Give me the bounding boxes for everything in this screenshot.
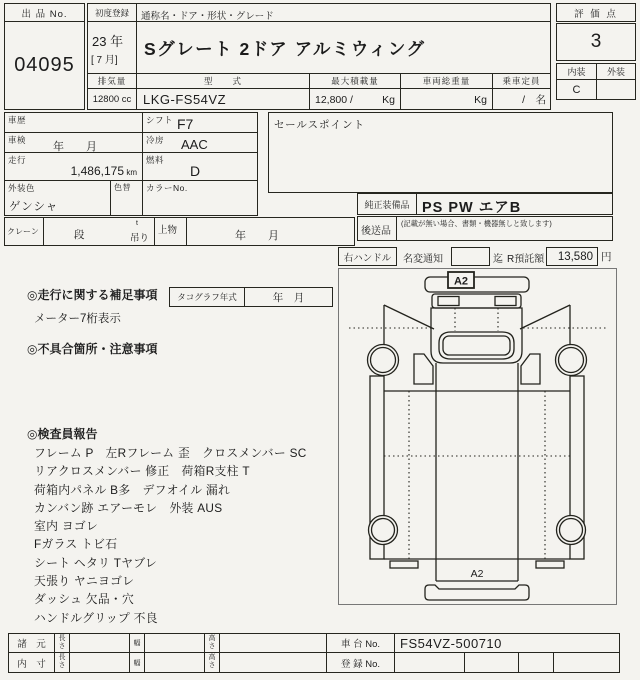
color-no-label: カラーNo. xyxy=(146,183,188,193)
model-name-value xyxy=(136,21,551,74)
chassis-no-label: 車 台 No. xyxy=(326,633,395,653)
later-items-note-box xyxy=(396,216,613,241)
gross-weight-cell xyxy=(400,73,493,110)
model-code-value: LKG-FS54VZ xyxy=(143,92,227,107)
recycle-deposit-amount: 13,580 xyxy=(557,251,593,263)
gross-weight-unit: Kg xyxy=(474,93,487,106)
later-items-label: 後送品 xyxy=(361,226,391,237)
displacement-cell xyxy=(87,73,137,110)
model-name-header xyxy=(136,3,551,22)
fuel-label: 燃料 xyxy=(146,155,165,165)
height-label: 高さ xyxy=(204,633,220,653)
right-step xyxy=(521,354,540,384)
interior-grade: C xyxy=(556,79,597,100)
model-code-cell xyxy=(136,73,310,110)
history-label: 車歴 xyxy=(8,115,27,125)
inner-height-label: 高さ xyxy=(204,652,220,673)
gross-weight-label: 車両総重量 xyxy=(401,74,492,89)
inner-width-label: 幅 xyxy=(129,652,145,673)
rear-left-step xyxy=(390,561,418,568)
payload-unit: Kg xyxy=(382,93,395,106)
mileage-note-title: ◎走行に関する補足事項 xyxy=(27,288,158,302)
first-registration-value xyxy=(87,21,137,74)
inspector-report-title: ◎検査員報告 xyxy=(27,427,98,441)
later-items-note: (記載が無い場合、書類・機器無しと致します) xyxy=(401,219,552,228)
payload-value: 12,800 / xyxy=(315,93,353,106)
fuel-value: D xyxy=(190,163,201,179)
inner-height-value xyxy=(219,652,327,673)
length-value xyxy=(69,633,130,653)
history-cell xyxy=(4,112,143,133)
left-step xyxy=(414,354,433,384)
capacity-label: 乗車定員 xyxy=(493,74,550,89)
shift-value: F7 xyxy=(177,116,194,132)
model-name-header-label: 通称名・ドア・形状・グレード xyxy=(141,11,274,22)
height-value xyxy=(219,633,327,653)
body-color-cell xyxy=(4,180,111,216)
inspector-line: カンバン跡 エアーモレ 外装 AUS xyxy=(34,500,223,515)
tachograph-value: 年 月 xyxy=(244,287,333,307)
crane-spec-cell xyxy=(43,217,155,246)
displacement-value: 12800 cc xyxy=(92,94,132,105)
inspection-value: 年 月 xyxy=(53,141,97,153)
inspector-line: シート ヘタリ Tヤブレ xyxy=(34,555,158,570)
right-mirror-arm xyxy=(520,305,570,329)
cab-roof-right-vent xyxy=(495,297,516,306)
mileage-value: 1,486,175 xyxy=(70,164,124,178)
aircon-value: AAC xyxy=(181,137,208,152)
inspector-line: フレーム P 左Rフレーム 歪 クロスメンバー SC xyxy=(34,446,307,460)
sales-point-box xyxy=(268,112,613,193)
model-name-text: Sグレート 2ドア アルミウィング xyxy=(144,39,426,59)
inspector-line: ダッシュ 欠品・穴 xyxy=(34,592,135,607)
width-value xyxy=(144,633,205,653)
mileage-cell xyxy=(4,152,143,181)
front-bumper xyxy=(425,277,529,292)
shift-label: シフト xyxy=(146,115,174,125)
meter-digits-note: メーター7桁表示 xyxy=(34,313,121,325)
tachograph-label: タコグラフ年式 xyxy=(169,287,245,307)
mileage-unit: km xyxy=(126,168,137,177)
capacity-value: / 名 xyxy=(522,94,546,106)
width-label: 幅 xyxy=(129,633,145,653)
oem-equipment-value-box xyxy=(416,193,613,215)
name-change-label: 名変通知 xyxy=(403,254,443,265)
exterior-grade xyxy=(596,79,636,100)
body-color-label: 外装色 xyxy=(8,183,36,193)
aircon-cell xyxy=(142,132,258,153)
payload-cell xyxy=(309,73,401,110)
inspector-line: ハンドルグリップ 不良 xyxy=(34,610,158,625)
color-no-cell xyxy=(142,180,258,216)
body-equip-label: 上物 xyxy=(158,225,178,236)
inspector-line: 室内 ヨゴレ xyxy=(34,519,99,534)
windshield-inner xyxy=(443,336,510,355)
inner-width-value xyxy=(144,652,205,673)
score-header: 評 価 点 xyxy=(556,3,636,22)
chassis-no-value: FS54VZ-500710 xyxy=(400,636,502,651)
lot-no-value: 04095 xyxy=(4,21,85,110)
defect-title: ◎不具合箇所・注意事項 xyxy=(27,342,158,356)
exterior-header: 外装 xyxy=(596,63,636,80)
payload-label: 最大積載量 xyxy=(310,74,400,89)
mileage-label: 走行 xyxy=(8,155,27,165)
truck-damage-diagram xyxy=(338,268,617,605)
crane-cell xyxy=(4,217,44,246)
yen-label: 円 xyxy=(601,251,612,263)
oem-equipment-label: 純正装備品 xyxy=(357,193,417,215)
inspector-line: 荷箱内パネル B多 デフオイル 漏れ xyxy=(34,482,231,497)
left-mirror-arm xyxy=(384,305,434,329)
first-reg-year: 23 年 xyxy=(92,34,124,49)
cab-roof-left-vent xyxy=(438,297,459,306)
repaint-cell xyxy=(110,180,143,216)
name-change-date-box xyxy=(451,247,490,266)
later-items-label-box xyxy=(357,216,397,241)
recycle-deposit-label: R預託額 xyxy=(507,254,545,265)
body-color-value: ゲンシャ xyxy=(9,201,59,213)
repaint-label: 色替 xyxy=(114,183,131,192)
steering-badge: 右ハンドル xyxy=(338,247,397,266)
aircon-label: 冷房 xyxy=(146,135,165,145)
until-label: 迄 xyxy=(493,254,503,265)
dimensions-row-label: 諸 元 xyxy=(8,633,55,653)
model-code-label: 型 式 xyxy=(137,74,309,89)
shift-cell xyxy=(142,112,258,133)
fuel-cell xyxy=(142,152,258,181)
registration-no-cell-1 xyxy=(394,652,465,673)
registration-no-cell-2 xyxy=(464,652,519,673)
rear-right-step xyxy=(536,561,564,568)
body-equip-cell xyxy=(154,217,187,246)
body-equip-date-cell xyxy=(186,217,355,246)
inspection-cell xyxy=(4,132,143,153)
inspection-label: 車検 xyxy=(8,135,27,145)
crane-stage-label: 段 xyxy=(74,229,85,241)
chassis-no-value-box xyxy=(394,633,620,653)
front-damage-marker: A2 xyxy=(453,275,469,288)
rear-damage-marker: A2 xyxy=(470,568,484,580)
interior-header: 内装 xyxy=(556,63,597,80)
length-label: 長さ xyxy=(54,633,70,653)
inner-dims-row-label: 内 寸 xyxy=(8,652,55,673)
registration-no-cell-4 xyxy=(553,652,620,673)
body-equip-date: 年 月 xyxy=(235,230,279,242)
inner-length-value xyxy=(69,652,130,673)
score-value: 3 xyxy=(556,23,636,61)
inner-length-label: 長さ xyxy=(54,652,70,673)
inspector-report-list xyxy=(34,444,334,627)
recycle-deposit-box xyxy=(546,247,598,266)
lot-no-header: 出 品 No. xyxy=(4,3,85,22)
front-wheels xyxy=(368,345,587,376)
sales-point-label: セールスポイント xyxy=(274,119,366,131)
registration-no-label: 登 録 No. xyxy=(326,652,395,673)
crane-lift-label: 吊り xyxy=(130,233,150,244)
inspector-line: Fガラス トビ石 xyxy=(34,537,118,552)
inspector-line: リアクロスメンバー 修正 荷箱R支柱 T xyxy=(34,464,250,479)
capacity-cell xyxy=(492,73,551,110)
crane-label: クレーン xyxy=(7,227,39,236)
first-registration-header: 初度登録 xyxy=(87,3,137,22)
rear-bumper xyxy=(425,585,529,600)
displacement-label: 排気量 xyxy=(88,74,136,89)
first-reg-month: [ 7 月] xyxy=(91,55,118,66)
inspector-line: 天張り ヤニヨゴレ xyxy=(34,574,135,589)
registration-no-cell-3 xyxy=(518,652,554,673)
crane-ton-label: t xyxy=(136,220,138,227)
rear-wheels xyxy=(369,516,586,545)
oem-equipment-value: PS PW エアB xyxy=(422,200,522,216)
